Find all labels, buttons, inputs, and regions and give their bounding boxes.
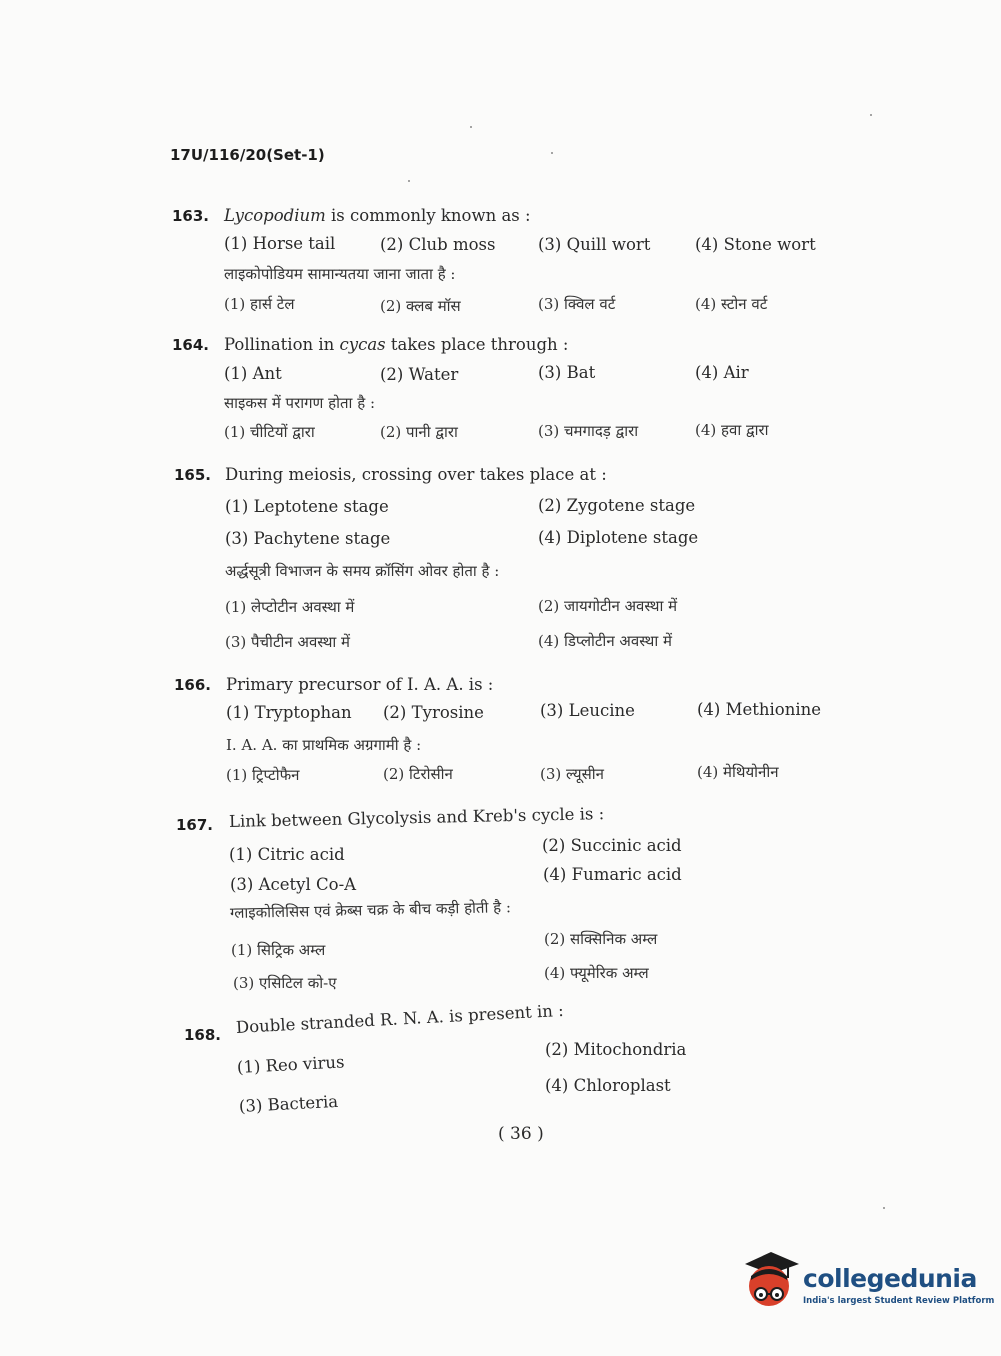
option-1: (1) Leptotene stage [225,497,389,516]
option-1: (1) Ant [224,364,282,383]
option-3: (3) Acetyl Co-A [230,875,357,894]
option-1: (1) Reo virus [236,1052,345,1077]
option-4-hindi: (4) डिप्लोटीन अवस्था में [538,632,672,650]
option-4-hindi: (4) मेथियोनीन [697,763,779,781]
scan-speck [883,1207,885,1209]
option-2: (2) Succinic acid [542,836,682,855]
scan-speck [470,126,472,128]
option-3-hindi: (3) पैचीटीन अवस्था में [225,633,351,651]
option-2-hindi: (2) जायगोटीन अवस्था में [538,597,678,615]
question-text-hindi: ग्लाइकोलिसिस एवं क्रेब्स चक्र के बीच कड़ी होती है : [229,898,512,922]
option-2: (2) Tyrosine [383,703,484,722]
option-3: (3) Bat [538,363,596,382]
option-3-hindi: (3) क्विल वर्ट [538,295,616,313]
question-number: 164. [172,336,210,354]
option-3: (3) Leucine [540,701,635,720]
question-number: 168. [184,1026,222,1044]
option-2-hindi: (2) टिरोसीन [383,765,453,783]
option-2-hindi: (2) क्लब मॉस [380,297,461,315]
option-2-hindi: (2) सक्सिनिक अम्ल [544,930,658,948]
scan-speck [408,180,410,182]
option-3-hindi: (3) एसिटिल को-ए [233,974,337,992]
question-text: Lycopodium is commonly known as : [224,206,531,225]
logo-tagline: India's largest Student Review Platform [803,1296,995,1306]
question-text: Link between Glycolysis and Kreb's cycle is : [228,804,605,831]
question-text-hindi: साइकस में परागण होता है : [224,394,375,412]
option-4: (4) Chloroplast [545,1076,671,1095]
option-1-hindi: (1) लेप्टोटीन अवस्था में [225,598,355,616]
question-text: Primary precursor of I. A. A. is : [226,675,494,694]
option-3-hindi: (3) चमगादड़ द्वारा [538,422,639,440]
question-text-hindi: I. A. A. का प्राथमिक अग्रगामी है : [226,736,422,754]
logo-wordmark: collegedunia [803,1264,977,1293]
scan-speck [870,114,872,116]
question-number: 166. [174,676,212,694]
option-2: (2) Zygotene stage [538,496,696,515]
option-2-hindi: (2) पानी द्वारा [380,423,458,441]
option-4: (4) Diplotene stage [538,528,699,547]
option-4-hindi: (4) हवा द्वारा [695,421,769,439]
paper-code: 17U/116/20(Set-1) [170,146,325,164]
question-text: Pollination in cycas takes place through : [224,335,569,354]
option-4-hindi: (4) फ्यूमेरिक अम्ल [544,964,649,982]
question-number: 165. [174,466,212,484]
option-4: (4) Air [695,363,749,382]
option-4-hindi: (4) स्टोन वर्ट [695,295,768,313]
option-2: (2) Water [380,365,459,384]
option-3: (3) Pachytene stage [225,529,391,548]
option-1-hindi: (1) चीटियों द्वारा [224,423,315,441]
option-1: (1) Tryptophan [226,703,352,722]
page-number: ( 36 ) [498,1124,544,1144]
option-1-hindi: (1) ट्रिप्टोफैन [226,766,300,784]
option-1-hindi: (1) हार्स टेल [224,295,295,313]
option-1: (1) Citric acid [229,845,345,864]
question-text: Double stranded R. N. A. is present in : [235,1000,565,1037]
question-text-hindi: लाइकोपोडियम सामान्यतया जाना जाता है : [224,265,456,283]
option-4: (4) Methionine [697,700,822,719]
option-3-hindi: (3) ल्यूसीन [540,765,604,783]
question-number: 163. [172,207,210,225]
option-2: (2) Club moss [380,235,496,254]
option-3: (3) Bacteria [238,1091,339,1116]
question-number: 167. [176,816,214,834]
question-text: During meiosis, crossing over takes place at : [225,465,607,484]
option-3: (3) Quill wort [538,235,651,254]
option-1: (1) Horse tail [224,234,336,253]
option-4: (4) Stone wort [695,235,816,254]
scan-speck [551,152,553,154]
option-1-hindi: (1) सिट्रिक अम्ल [231,941,326,959]
option-4: (4) Fumaric acid [543,865,682,884]
option-2: (2) Mitochondria [545,1040,687,1059]
question-text-hindi: अर्द्धसूत्री विभाजन के समय क्रॉसिंग ओवर होता है : [225,562,500,580]
